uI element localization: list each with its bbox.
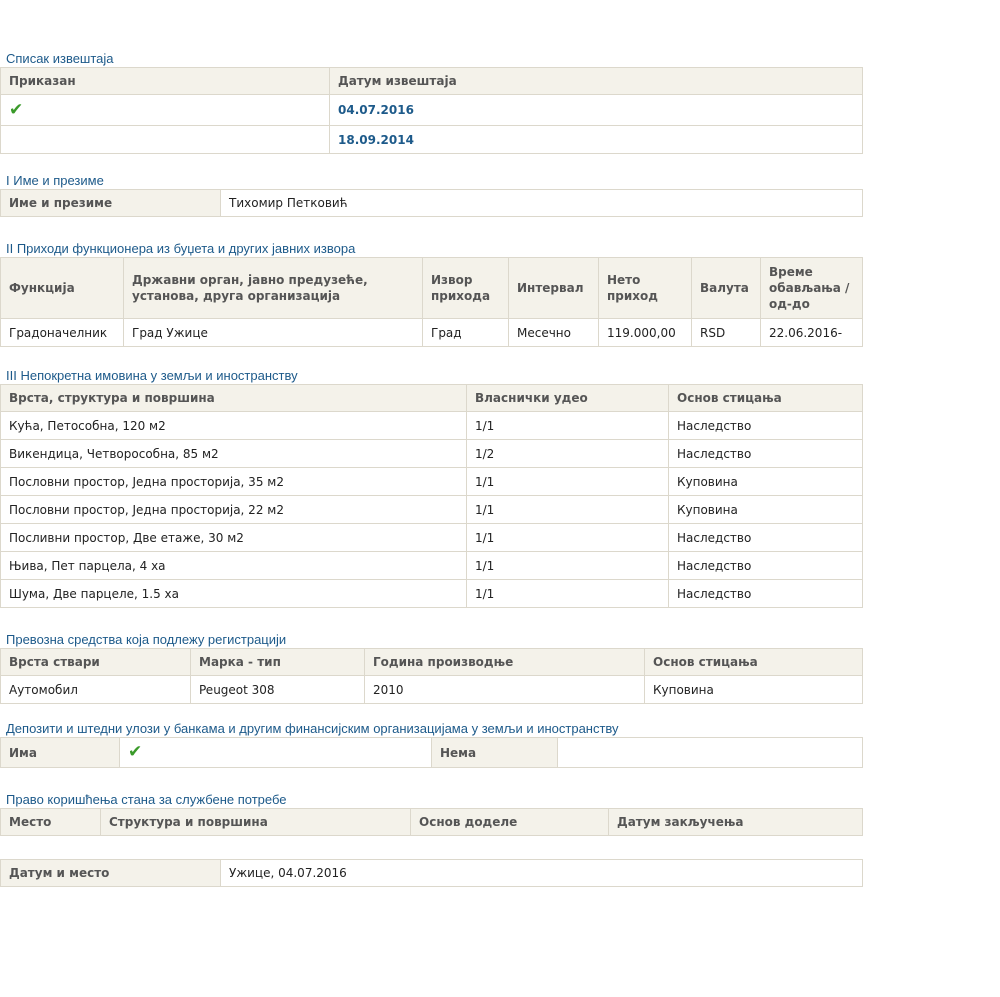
property-share: 1/1 (467, 468, 669, 496)
col-shown-header: Приказан (1, 68, 330, 95)
income-col-interval: Интервал (509, 258, 599, 319)
property-col-basis: Основ стицања (669, 385, 863, 412)
property-type: Њива, Пет парцела, 4 ха (1, 552, 467, 580)
deposits-no-label: Нема (432, 738, 558, 768)
vehicle-basis: Куповина (645, 676, 863, 704)
property-basis: Наследство (669, 412, 863, 440)
income-function: Градоначелник (1, 319, 124, 347)
apartment-col-structure: Структура и површина (101, 809, 411, 836)
property-type: Посливни простор, Две етаже, 30 м2 (1, 524, 467, 552)
property-row (1, 496, 863, 524)
property-header-row (1, 385, 863, 412)
property-share: 1/1 (467, 524, 669, 552)
vehicle-row (1, 676, 863, 704)
income-section-title: II Приходи функционера из буџета и других јавних извора (6, 241, 356, 256)
report-date-link[interactable]: 18.09.2014 (330, 126, 863, 154)
property-row (1, 468, 863, 496)
property-type: Кућа, Петособна, 120 м2 (1, 412, 467, 440)
income-col-function: Функција (1, 258, 124, 319)
property-table (0, 384, 863, 608)
deposits-row (1, 738, 863, 768)
report-shown-cell (1, 126, 330, 154)
reports-table (0, 67, 863, 154)
check-icon: ✔ (9, 99, 24, 120)
property-basis: Наследство (669, 552, 863, 580)
property-row (1, 440, 863, 468)
date-place-label: Датум и место (1, 860, 221, 887)
vehicles-header-row (1, 649, 863, 676)
vehicles-col-brand: Марка - тип (191, 649, 365, 676)
deposits-yes-label: Има (1, 738, 120, 768)
property-type: Пословни простор, Једна просторија, 22 м2 (1, 496, 467, 524)
property-share: 1/1 (467, 580, 669, 608)
income-col-period: Време обављања / од-до (761, 258, 863, 319)
property-share: 1/2 (467, 440, 669, 468)
apartment-col-basis: Основ доделе (411, 809, 609, 836)
vehicle-brand: Peugeot 308 (191, 676, 365, 704)
income-net: 119.000,00 (599, 319, 692, 347)
property-col-type: Врста, структура и површина (1, 385, 467, 412)
vehicles-col-year: Година производње (365, 649, 645, 676)
date-place-value: Ужице, 04.07.2016 (221, 860, 863, 887)
name-label: Име и презиме (1, 190, 221, 217)
check-icon: ✔ (128, 742, 143, 762)
apartment-col-date: Датум закључења (609, 809, 863, 836)
deposits-table (0, 737, 863, 768)
vehicle-type: Аутомобил (1, 676, 191, 704)
property-section-title: III Непокретна имовина у земљи и иностранству (6, 368, 298, 383)
property-type: Викендица, Четворособна, 85 м2 (1, 440, 467, 468)
income-currency: RSD (692, 319, 761, 347)
income-col-currency: Валута (692, 258, 761, 319)
report-date-link[interactable]: 04.07.2016 (330, 95, 863, 126)
report-content (0, 50, 862, 887)
property-row (1, 580, 863, 608)
reports-section-title: Списак извештаја (6, 51, 114, 66)
name-table (0, 189, 863, 217)
vehicles-col-type: Врста ствари (1, 649, 191, 676)
income-period: 22.06.2016- (761, 319, 863, 347)
report-row[interactable] (1, 126, 863, 154)
income-organ: Град Ужице (124, 319, 423, 347)
reports-header-row (1, 68, 863, 95)
vehicles-section-title: Превозна средства која подлежу регистрацији (6, 632, 287, 647)
property-col-share: Власнички удео (467, 385, 669, 412)
property-basis: Наследство (669, 440, 863, 468)
report-shown-cell (1, 95, 330, 126)
apartment-header-row (1, 809, 863, 836)
property-row (1, 412, 863, 440)
income-header-row (1, 258, 863, 319)
property-type: Шума, Две парцеле, 1.5 ха (1, 580, 467, 608)
property-type: Пословни простор, Једна просторија, 35 м2 (1, 468, 467, 496)
vehicle-year: 2010 (365, 676, 645, 704)
property-basis: Куповина (669, 468, 863, 496)
property-share: 1/1 (467, 552, 669, 580)
property-share: 1/1 (467, 496, 669, 524)
name-value: Тихомир Петковић (221, 190, 863, 217)
col-date-header: Датум извештаја (330, 68, 863, 95)
property-basis: Куповина (669, 496, 863, 524)
income-row (1, 319, 863, 347)
income-table (0, 257, 863, 347)
apartment-table (0, 808, 863, 836)
property-basis: Наследство (669, 524, 863, 552)
property-row (1, 552, 863, 580)
income-col-net: Нето приход (599, 258, 692, 319)
vehicles-table (0, 648, 863, 704)
income-col-source: Извор прихода (423, 258, 509, 319)
property-row (1, 524, 863, 552)
vehicles-col-basis: Основ стицања (645, 649, 863, 676)
income-interval: Месечно (509, 319, 599, 347)
property-share: 1/1 (467, 412, 669, 440)
property-basis: Наследство (669, 580, 863, 608)
report-row[interactable] (1, 95, 863, 126)
income-source: Град (423, 319, 509, 347)
apartment-col-place: Место (1, 809, 101, 836)
date-place-table (0, 859, 863, 887)
apartment-section-title: Право коришћења стана за службене потребе (6, 792, 287, 807)
deposits-no-cell (558, 738, 863, 768)
deposits-yes-cell (120, 738, 432, 768)
name-section-title: I Име и презиме (6, 173, 104, 188)
deposits-section-title: Депозити и штедни улози у банкама и другим финансијским организацијама у земљи и иностранству (6, 721, 619, 736)
income-col-organ: Државни орган, јавно предузеће, установа, друга организација (124, 258, 423, 319)
